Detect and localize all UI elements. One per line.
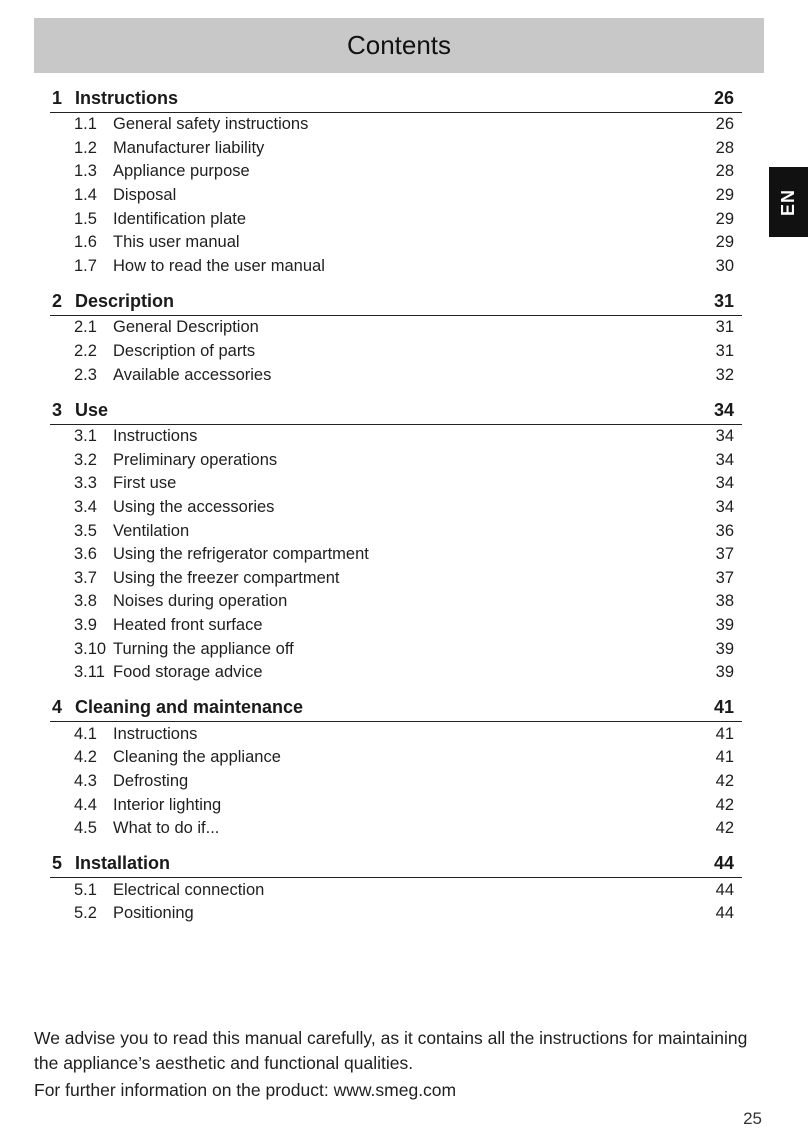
entry-num: 2.3 (74, 365, 97, 384)
toc-section-heading[interactable] (50, 693, 742, 722)
toc-entry[interactable] (50, 137, 742, 161)
toc-section-heading[interactable] (50, 396, 742, 425)
entry-num: 4.4 (74, 795, 97, 814)
entry-page: 31 (715, 318, 734, 337)
entry-label: Noises during operation (113, 592, 288, 611)
entry-page: 37 (715, 545, 734, 564)
entry-page: 39 (715, 615, 734, 634)
toc-section (50, 287, 742, 387)
entry-num: 4.2 (74, 748, 97, 767)
entry-label: What to do if... (113, 819, 220, 838)
entry-num: 1.4 (74, 186, 97, 205)
toc-entry[interactable] (50, 231, 742, 255)
entry-page: 38 (715, 592, 734, 611)
toc-entry[interactable] (50, 878, 742, 902)
toc-entry[interactable] (50, 722, 742, 746)
advice-text: We advise you to read this manual carefully, as it contains all the instructions for maintaining the appliance’s aesthetic and functional qualities. (34, 1028, 748, 1073)
entry-page: 29 (715, 233, 734, 252)
entry-page: 34 (715, 450, 734, 469)
footer-note (34, 1026, 769, 1105)
entry-page: 42 (715, 771, 734, 790)
entry-label: Electrical connection (113, 880, 265, 899)
section-label: Instructions (75, 88, 179, 108)
toc-entry[interactable] (50, 817, 742, 841)
entry-num: 1.1 (74, 115, 97, 134)
entry-label: Identification plate (113, 209, 247, 228)
entry-label: Using the accessories (113, 498, 275, 517)
toc-entry[interactable] (50, 614, 742, 638)
toc-entry[interactable] (50, 449, 742, 473)
toc-entry[interactable] (50, 661, 742, 685)
entry-page: 39 (715, 663, 734, 682)
entry-label: Cleaning the appliance (113, 748, 281, 767)
toc-section-heading[interactable] (50, 849, 742, 878)
entry-num: 5.2 (74, 904, 97, 923)
entry-num: 3.7 (74, 568, 97, 587)
entry-page: 34 (715, 474, 734, 493)
entry-page: 31 (715, 342, 734, 361)
section-page: 26 (713, 88, 734, 108)
toc-entry[interactable] (50, 316, 742, 340)
toc-entry[interactable] (50, 519, 742, 543)
toc-entry[interactable] (50, 363, 742, 387)
entry-page: 28 (715, 162, 734, 181)
entry-num: 3.3 (74, 474, 97, 493)
toc-entry[interactable] (50, 160, 742, 184)
entry-num: 4.3 (74, 771, 97, 790)
entry-num: 1.6 (74, 233, 97, 252)
entry-page: 29 (715, 209, 734, 228)
section-num: 5 (52, 853, 63, 874)
entry-page: 39 (715, 639, 734, 658)
section-label: Use (75, 399, 109, 420)
entry-page: 37 (715, 568, 734, 587)
toc-entry[interactable] (50, 113, 742, 137)
toc-section (50, 693, 742, 840)
entry-page: 30 (715, 256, 734, 275)
entry-label: Ventilation (113, 521, 190, 540)
entry-num: 4.5 (74, 819, 97, 838)
section-num: 1 (52, 88, 63, 108)
entry-num: 4.1 (74, 724, 97, 743)
toc-entry[interactable] (50, 255, 742, 279)
toc-section (50, 396, 742, 685)
entry-label: Positioning (113, 904, 194, 923)
section-page: 34 (713, 399, 734, 420)
entry-page: 44 (715, 880, 734, 899)
entry-label: Heated front surface (113, 615, 263, 634)
entry-label: Food storage advice (113, 663, 263, 682)
entry-label: This user manual (113, 233, 240, 252)
section-page: 31 (713, 291, 734, 312)
entry-page: 42 (715, 819, 734, 838)
entry-page: 26 (715, 115, 734, 134)
toc-section (50, 84, 742, 278)
toc-entry[interactable] (50, 746, 742, 770)
section-num: 2 (52, 291, 63, 312)
toc-entry[interactable] (50, 472, 742, 496)
toc-section (50, 849, 742, 925)
language-tab (769, 167, 808, 237)
toc-section-heading[interactable] (50, 287, 742, 316)
entry-num: 3.9 (74, 615, 97, 634)
section-label: Description (75, 291, 175, 312)
section-num: 3 (52, 399, 63, 420)
entry-label: Instructions (113, 427, 198, 446)
toc-entry[interactable] (50, 184, 742, 208)
entry-num: 3.6 (74, 545, 97, 564)
toc-entry[interactable] (50, 793, 742, 817)
entry-page: 28 (715, 138, 734, 157)
entry-label: Instructions (113, 724, 198, 743)
entry-label: General safety instructions (113, 115, 309, 134)
entry-page: 44 (715, 904, 734, 923)
section-label: Installation (75, 853, 171, 874)
entry-num: 3.5 (74, 521, 97, 540)
entry-label: Using the refrigerator compartment (113, 545, 369, 564)
entry-num: 3.1 (74, 427, 97, 446)
entry-label: Turning the appliance off (113, 639, 294, 658)
entry-page: 29 (715, 186, 734, 205)
info-text: For further information on the product: www.smeg.com (34, 1080, 457, 1100)
toc-entry[interactable] (50, 496, 742, 520)
language-tab-label: EN (777, 188, 798, 216)
entry-label: Manufacturer liability (113, 138, 265, 157)
entry-label: How to read the user manual (113, 256, 325, 275)
entry-num: 2.2 (74, 342, 97, 361)
entry-page: 36 (715, 521, 734, 540)
entry-label: Using the freezer compartment (113, 568, 340, 587)
entry-label: Interior lighting (113, 795, 222, 814)
toc-entry[interactable] (50, 543, 742, 567)
section-page: 44 (713, 853, 734, 874)
entry-num: 3.2 (74, 450, 97, 469)
entry-page: 41 (715, 724, 734, 743)
toc-entry[interactable] (50, 425, 742, 449)
entry-label: First use (113, 474, 177, 493)
entry-page: 42 (715, 795, 734, 814)
section-num: 4 (52, 697, 63, 718)
entry-label: General Description (113, 318, 259, 337)
toc-entry[interactable] (50, 590, 742, 614)
entry-page: 34 (715, 427, 734, 446)
section-label: Cleaning and maintenance (75, 697, 304, 718)
entry-num: 2.1 (74, 318, 97, 337)
entry-page: 32 (715, 365, 734, 384)
toc-entry[interactable] (50, 340, 742, 364)
entry-label: Disposal (113, 186, 177, 205)
toc-entry[interactable] (50, 770, 742, 794)
entry-num: 1.2 (74, 138, 97, 157)
entry-page: 34 (715, 498, 734, 517)
entry-page: 41 (715, 748, 734, 767)
section-page: 41 (713, 697, 734, 718)
toc-entry[interactable] (50, 902, 742, 926)
entry-label: Description of parts (113, 342, 256, 361)
contents-title-bar (34, 18, 764, 73)
entry-num: 3.8 (74, 592, 97, 611)
entry-num: 3.10 (74, 639, 107, 658)
entry-label: Available accessories (113, 365, 272, 384)
entry-label: Appliance purpose (113, 162, 250, 181)
toc-entry[interactable] (50, 567, 742, 591)
toc-entry[interactable] (50, 207, 742, 231)
toc-entry[interactable] (50, 637, 742, 661)
entry-num: 3.4 (74, 498, 97, 517)
entry-num: 1.7 (74, 256, 97, 275)
entry-label: Defrosting (113, 771, 189, 790)
page-number: 25 (743, 1109, 762, 1128)
entry-label: Preliminary operations (113, 450, 278, 469)
toc-section-heading[interactable] (50, 84, 742, 113)
entry-num: 1.5 (74, 209, 97, 228)
page-title: Contents (346, 30, 452, 60)
entry-num: 1.3 (74, 162, 97, 181)
entry-num: 3.11 (74, 663, 105, 682)
entry-num: 5.1 (74, 880, 97, 899)
table-of-contents (50, 84, 742, 935)
